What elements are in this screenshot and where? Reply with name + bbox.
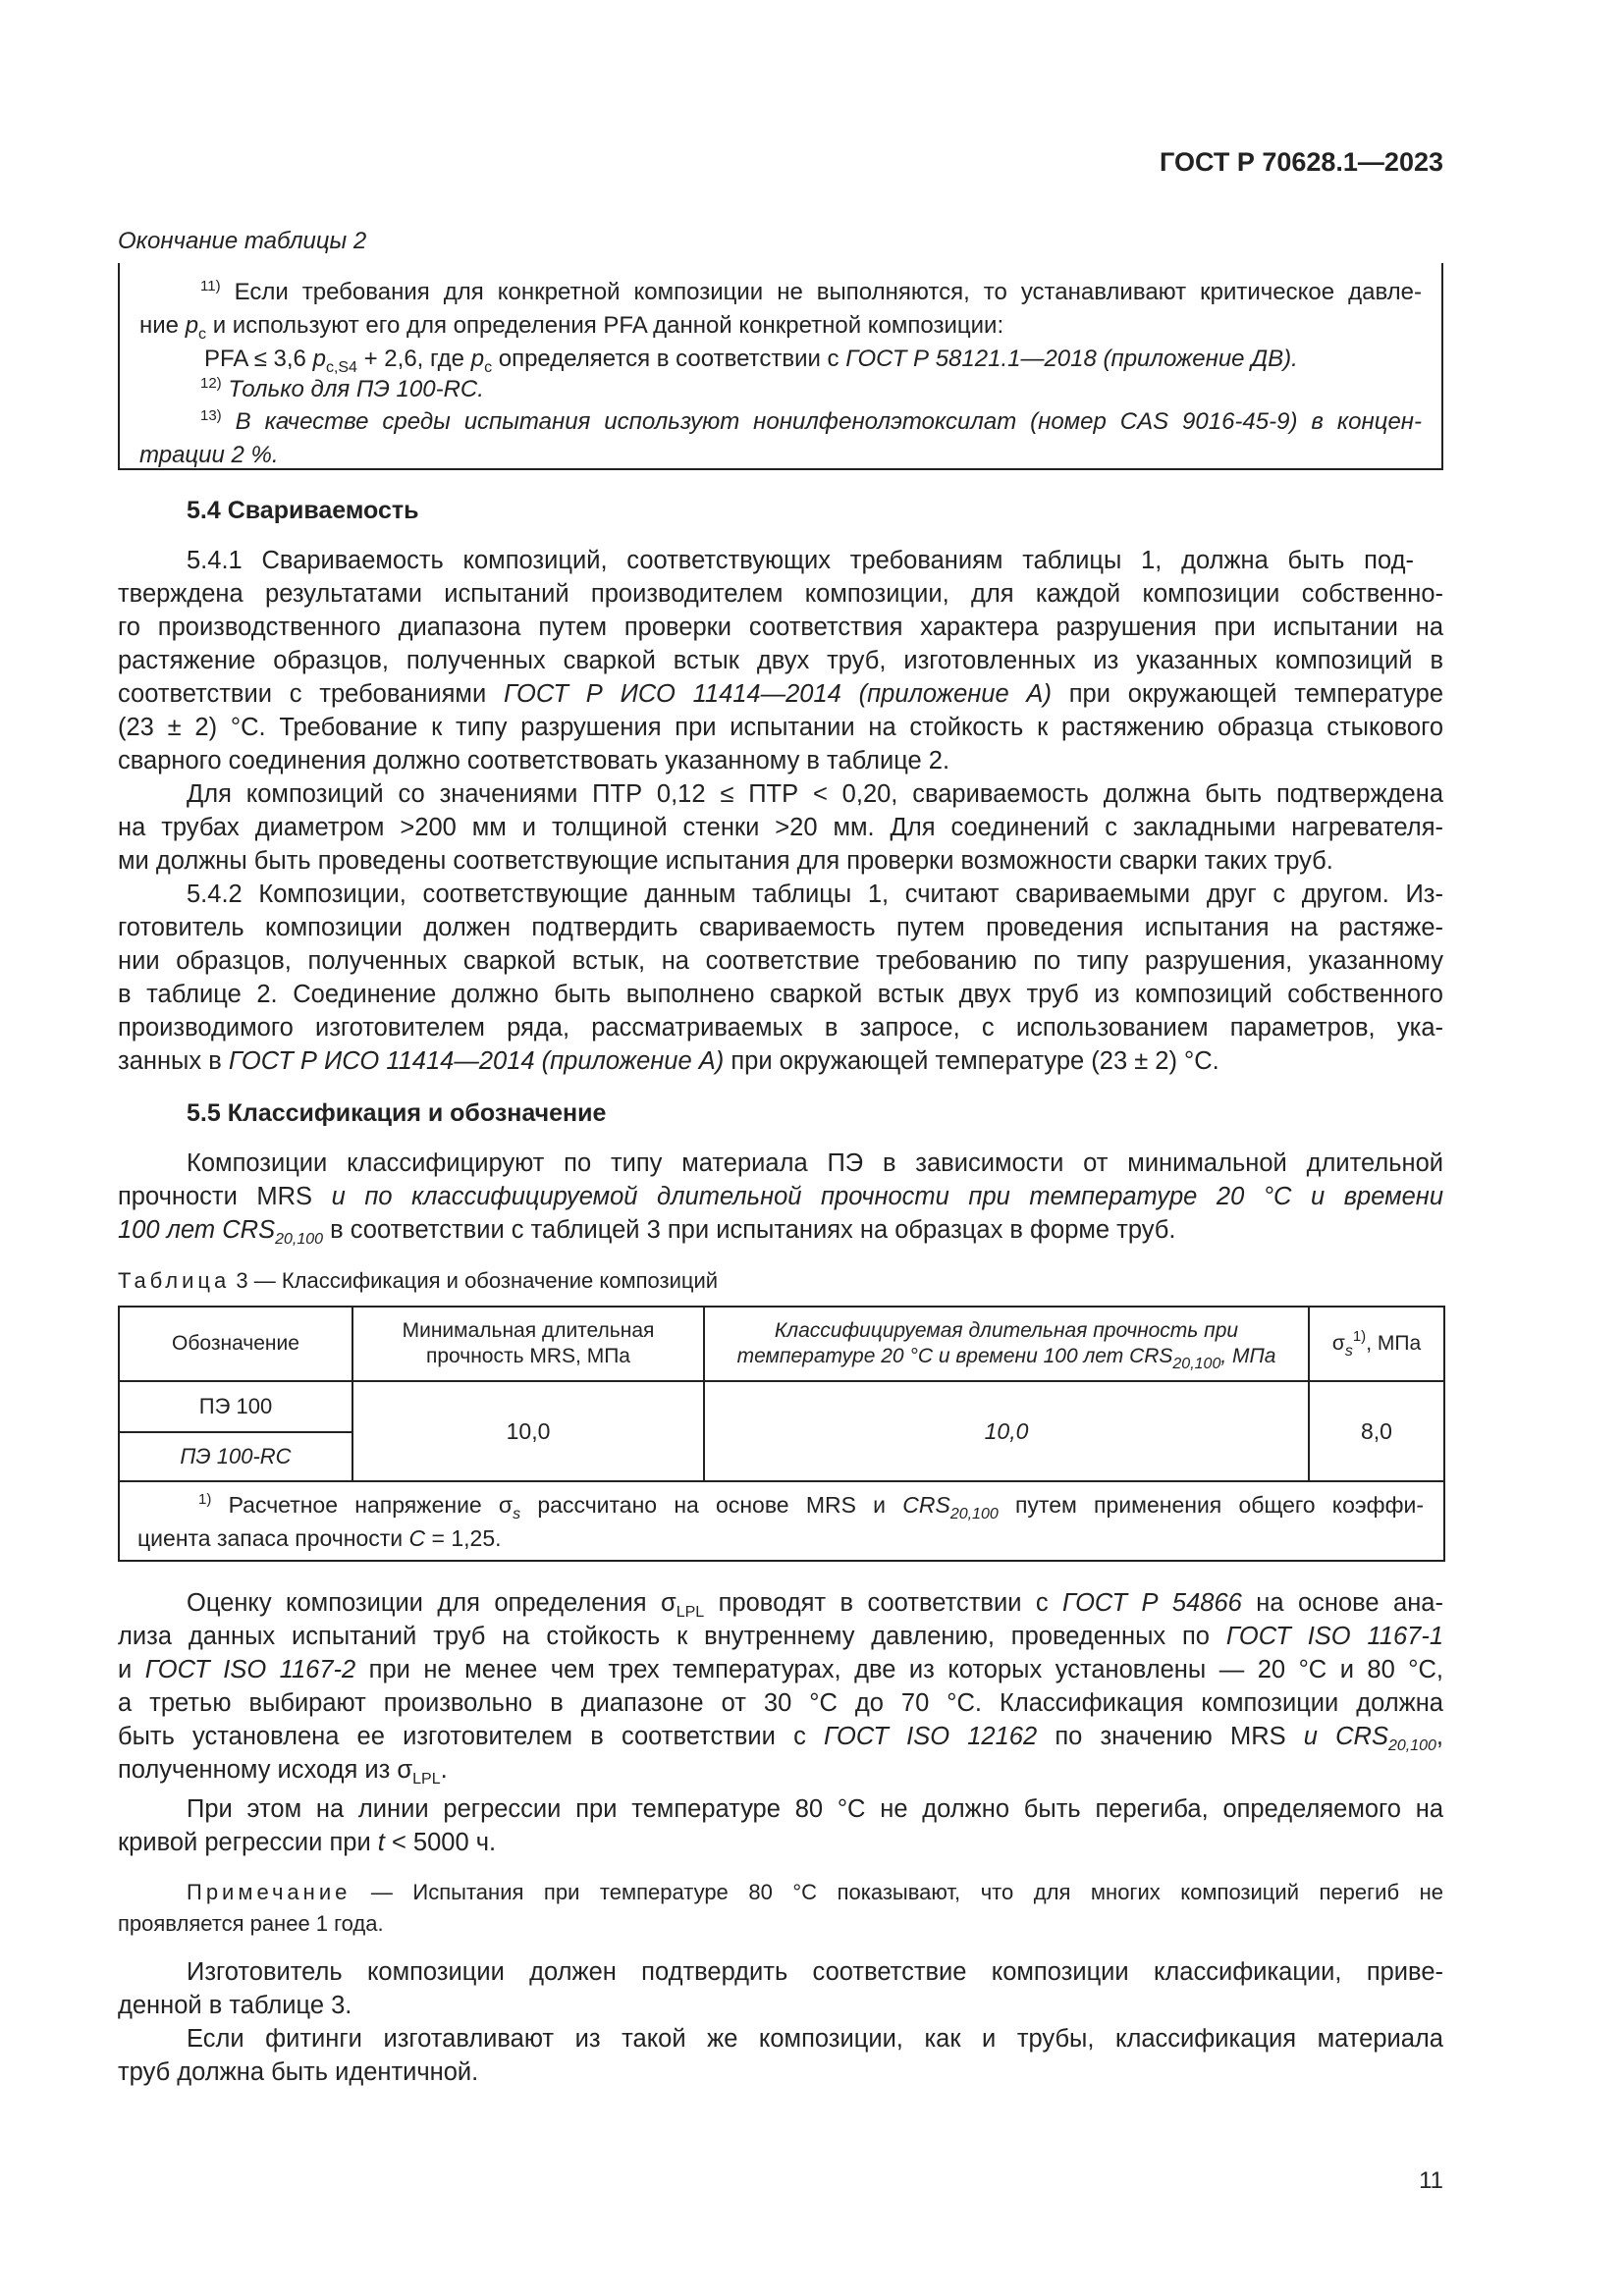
s55-p1-l1: Композиции классифицируют по типу материала ПЭ в зависимости от минимальной длительной: [187, 1149, 1443, 1177]
table3-cell-crs-value: 10,0: [704, 1381, 1309, 1481]
doc-code-header: ГОСТ Р 70628.1—2023: [1160, 147, 1443, 177]
s55-cont-p4-l2: труб должна быть идентичной.: [118, 2058, 479, 2086]
table3-caption: Таблица 3 — Классификация и обозначение композиций: [118, 1268, 719, 1293]
table3-cell-pe100: ПЭ 100: [119, 1381, 352, 1432]
s55-cont-p2-l2: кривой регрессии при t < 5000 ч.: [118, 1829, 497, 1856]
s54-p3-l1: 5.4.2 Композиции, соответствующие данным таблицы 1, считают свариваемыми друг с другом. Из-: [187, 881, 1443, 908]
section-5-5-heading: 5.5 Классификация и обозначение: [187, 1099, 607, 1127]
s55-p1-l3: 100 лет $CRS_{20,100}$ в соответствии с таблицей 3 при испытаниях на образцах в форме труб.: [118, 1216, 1176, 1248]
table3-fn-line-2: циента запаса прочности С = 1,25.: [137, 1525, 502, 1551]
table3-header-row: [119, 1307, 1444, 1381]
s54-p1-l2: тверждена результатами испытаний производителем композиции, для каждой композиции собственно-: [118, 580, 1443, 608]
fn13-line-1: $^{13)}$ В качестве среды испытания используют нонилфенолэтоксилат (номер CAS 9016-45-9) в концен-: [200, 407, 1422, 435]
s54-p3-l3: нии образцов, полученных сваркой встык, на соответствие требованию по типу разрушения, указанному: [118, 947, 1443, 975]
s55-cont-p1-l5: быть установлена ее изготовителем в соответствии с ГОСТ ISO 12162 по значению MRS и $CRS_{20,100}$,: [118, 1723, 1444, 1754]
table2-footnotes-box: [118, 263, 1443, 470]
s55-cont-p1-l6: полученному исходя из $\sigma_{LPL}$.: [118, 1756, 448, 1788]
s55-cont-p1-l1: Оценку композиции для определения $\sigma_{LPL}$ проводят в соответствии с ГОСТ Р 54866 на основе ана-: [187, 1589, 1443, 1621]
table3-cell-sigma-value: 8,0: [1309, 1381, 1444, 1481]
table3-header-mrs: Минимальная длительная прочность MRS, МПа: [352, 1307, 704, 1381]
s55-cont-p2-l1: При этом на линии регрессии при температуре 80 °С не должно быть перегиба, определяемого на: [187, 1795, 1443, 1823]
s55-cont-p3-l1: Изготовитель композиции должен подтвердить соответствие композиции классификации, приве-: [187, 1958, 1443, 1986]
table3-footnote-cell: [119, 1481, 1444, 1561]
note-line-1: Примечание — Испытания при температуре 80 °С показывают, что для многих композиций перегиб не: [187, 1880, 1443, 1904]
page-number: 11: [1419, 2167, 1443, 2194]
fn11-line-1: $^{11)}$ Если требования для конкретной композиции не выполняются, то устанавливают критическое давле-: [200, 278, 1423, 305]
table3-row-pe100: [119, 1381, 1444, 1432]
fn12-line: $^{12)}$ Только для ПЭ 100-RC.: [200, 375, 484, 402]
section-5-4-heading: 5.4 Свариваемость: [187, 497, 419, 524]
fn13-line-2: трации 2 %.: [139, 442, 279, 468]
s54-p3-l5: производимого изготовителем ряда, рассматриваемых в запросе, с использованием параметров, ука-: [118, 1014, 1443, 1041]
table3: [118, 1306, 1445, 1562]
s54-p1-l5: соответствии с требованиями ГОСТ Р ИСО 11414—2014 (приложение А) при окружающей температуре: [118, 680, 1443, 708]
note-line-2: проявляется ранее 1 года.: [118, 1911, 384, 1936]
s54-p1-l4: растяжение образцов, полученных сваркой встык двух труб, изготовленных из указанных композиций в: [118, 647, 1443, 674]
s55-cont-p1-l4: а третью выбирают произвольно в диапазоне от 30 °С до 70 °С. Классификация композиции должна: [118, 1689, 1443, 1717]
table3-header-designation: Обозначение: [119, 1307, 352, 1381]
s54-p1-l7: сварного соединения должно соответствовать указанному в таблице 2.: [118, 747, 950, 774]
s54-p3-l2: готовитель композиции должен подтвердить свариваемость путем проведения испытания на растяже-: [118, 914, 1443, 941]
table3-header-sigma: $\sigma_s^{1)}$, МПа: [1309, 1307, 1444, 1381]
fn11-line-3-formula: PFA ≤ 3,6 $p_{c,S4} + 2,6$, где $p_c$ определяется в соответствии с ГОСТ Р 58121.1—2018 (приложение ДВ).: [204, 346, 1298, 376]
table3-footnote-row: [119, 1481, 1444, 1561]
s54-p1-l1: 5.4.1 Свариваемость композиций, соответствующих требованиям таблицы 1, должна быть под-: [187, 547, 1414, 574]
s54-p2-l1: Для композиций со значениями ПТР 0,12 ≤ ПТР < 0,20, свариваемость должна быть подтверждена: [187, 780, 1443, 808]
s54-p2-l2: на трубах диаметром >200 мм и толщиной стенки >20 мм. Для соединений с закладными нагревателя-: [118, 814, 1443, 841]
s54-p1-l3: го производственного диапазона путем проверки соответствия характера разрушения при испытании на: [118, 614, 1443, 641]
s55-cont-p4-l1: Если фитинги изготавливают из такой же композиции, как и трубы, классификация материала: [187, 2025, 1443, 2053]
s55-cont-p3-l2: денной в таблице 3.: [118, 1992, 352, 2019]
s54-p3-l4: в таблице 2. Соединение должно быть выполнено сваркой встык двух труб из композиций собственного: [118, 981, 1443, 1008]
s55-cont-p1-l2: лиза данных испытаний труб на стойкость к внутреннему давлению, проведенных по ГОСТ ISO 1167-1: [118, 1623, 1444, 1650]
s54-p2-l3: ми должны быть проведены соответствующие испытания для проверки возможности сварки таких труб.: [118, 847, 1333, 875]
s55-cont-p1-l3: и ГОСТ ISO 1167-2 при не менее чем трех температурах, две из которых установлены — 20 °С и 80 °С,: [118, 1656, 1443, 1683]
fn11-line-2: ние $p_c$ и используют его для определения PFA данной конкретной композиции:: [139, 312, 1004, 343]
s55-p1-l2: прочности MRS и по классифицируемой длительной прочности при температуре 20 °С и времени: [118, 1183, 1443, 1210]
s54-p3-l6: занных в ГОСТ Р ИСО 11414—2014 (приложение А) при окружающей температуре (23 ± 2) °С.: [118, 1047, 1219, 1075]
table2-end-caption: Окончание таблицы 2: [118, 228, 367, 254]
table3-header-crs: Классифицируемая длительная прочность при температуре 20 °С и времени 100 лет $CRS_{20,100}$, МПа: [704, 1307, 1309, 1381]
table3-cell-pe100rc: ПЭ 100-RC: [119, 1432, 352, 1481]
table3-cell-mrs-value: 10,0: [352, 1381, 704, 1481]
table3-fn-line-1: $^{1)}$ Расчетное напряжение $\sigma_s$ рассчитано на основе MRS и $CRS_{20,100}$ путем применения общего коэффи-: [198, 1491, 1425, 1522]
s54-p1-l6: (23 ± 2) °С. Требование к типу разрушения при испытании на стойкость к растяжению образца стыкового: [118, 714, 1443, 741]
